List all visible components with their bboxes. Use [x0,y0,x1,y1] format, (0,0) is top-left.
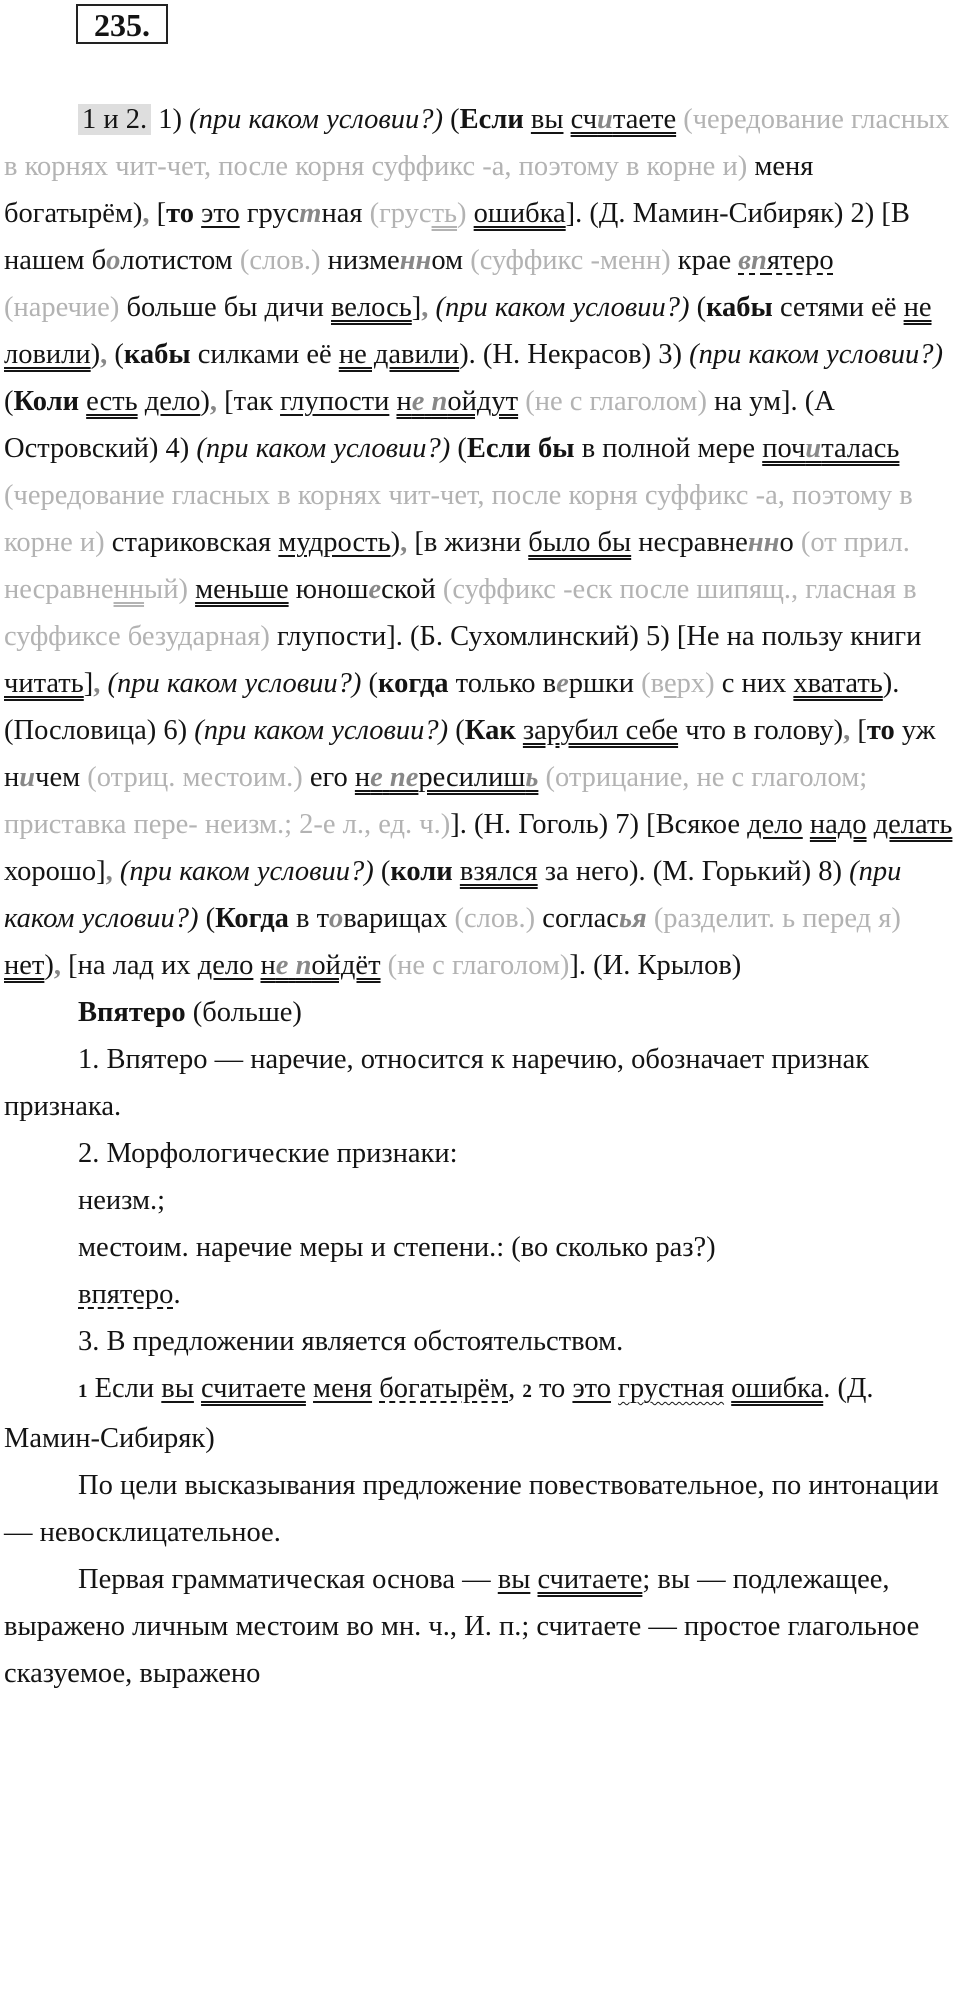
spelling-note: (отриц. местоим.) [87,762,303,793]
word-part: н [260,950,276,981]
word-part: ресилиш [418,762,526,793]
spelling-note: (слов.) [454,903,536,934]
conjunction: когда [378,668,449,699]
predicate: не ловили [4,292,932,370]
spelling-note [370,198,467,229]
question: (при каком условии?) [194,715,449,746]
text-run: в т [295,903,330,934]
text-run: [Не на пользу книги [676,621,922,652]
text-run: ; вы — подлежащее, выражено личным местоим во мн. ч., И. п.; считаете — простое глагольное сказуемое, выражено [4,1564,920,1689]
conjunction: Если [94,1373,155,1404]
marked-letter: и [19,762,36,793]
conjunction: то [538,1373,566,1404]
marked-letter: вп [738,245,767,276]
conjunction: то [866,715,895,746]
text-run: грус [246,198,300,229]
subject: дело [197,950,254,981]
object: богатырём [379,1373,509,1404]
text-run: [в жизни [414,527,522,558]
paren: ) [390,527,401,558]
predicate: было бы [528,527,632,558]
predicate: считаете [201,1373,306,1404]
marked-letter: е [370,762,383,793]
exercise-content [4,96,956,1697]
note-part: нн [113,574,145,605]
text-run: глупости]. (Б. Сухомлинский) [277,621,639,652]
subject: мудрость [278,527,391,558]
spelling-note: неизм.; 2-е л., ед. ч.) [204,809,451,840]
word-part: сч [570,104,598,135]
comma-mark: , [209,386,217,417]
sentence-number: 1) [158,104,183,135]
predicate: велось [331,292,412,323]
predicate: надо [809,809,867,840]
predicate: взялся [459,856,538,887]
sentence-number: 6) [163,715,188,746]
spelling-note: (суффикс -менн) [470,245,671,276]
text-run: [так [224,386,273,417]
spelling-note: (разделит. ь перед я) [653,903,901,934]
predicate: читать [4,668,84,699]
attribute: грустная [618,1373,725,1404]
subject: вы [530,104,564,135]
question: (при каком условии?) [119,856,374,887]
sentence-number: 7) [615,809,639,840]
text-run: силками её [197,339,332,370]
predicate [396,386,518,417]
analysis-point-1: 1. Впятеро — наречие, относится к наречию, обозначает признак признака. [4,1044,870,1122]
text-run: ]. (Н. Гоголь) [450,809,609,840]
sentence-number: 2) [850,198,875,229]
clause-marker: 2 [522,1381,532,1402]
marked-letter: п [295,950,312,981]
tasks-label: 1 и 2. [78,104,151,135]
text-run: ). (Н. Некрасов) [459,339,652,370]
predicate [355,762,539,793]
heading-word: Впятеро [78,997,186,1028]
word-part: ойдёт [311,950,381,981]
predicate [762,433,899,464]
exercise-text [4,96,956,989]
note-part: ть [431,198,458,229]
marked-letter: е [275,950,289,981]
analysis-feature: неизм.; [78,1185,166,1216]
conjunction: кабы [123,339,191,370]
paren: ) [44,950,54,981]
question: (при каком условии?) [4,856,902,934]
predicate: меньше [195,574,289,605]
marked-letter: о [329,903,344,934]
text-run: за него). (М. Горький) [544,856,812,887]
adverb-word [738,245,833,276]
word-part: ятеро [766,245,834,276]
comma-mark: , [100,339,108,370]
text-run: на ум]. (А Островский) [4,386,835,464]
analysis-example [4,1271,956,1318]
marked-letter: е [411,386,425,417]
parsed-sentence [4,1365,956,1462]
bracket: [ [857,715,867,746]
exercise-number: 235. [76,4,168,44]
text-run: [В нашем б [4,198,910,276]
text-run: что в голову) [685,715,844,746]
spelling-note: (чередование гласных в корнях чит-чет, после корня суффикс -а, поэтому в корне и) [4,480,913,558]
marked-letter: и [805,433,822,464]
sentence-number: 5) [645,621,670,652]
paren: ( [368,668,379,699]
note-part: (грус [369,198,432,229]
comma-mark: , [105,856,113,887]
predicate [571,104,677,135]
predicate [261,950,381,981]
paren: ( [696,292,707,323]
text-run: ]. (И. Крылов) [569,950,742,981]
text-run: низме [327,245,400,276]
marked-letter: нн [399,245,432,276]
subject: вы [161,1373,194,1404]
paren: ( [205,903,216,934]
question: (при каком условии?) [107,668,362,699]
subject: дело [144,386,201,417]
bracket: [ [156,198,167,229]
text-run: . [173,1279,181,1310]
description-paragraph: По цели высказывания предложение повествовательное, по интонации — невосклицательное. [4,1470,939,1548]
text-run: ). (Пословица) [4,668,900,746]
paren: ( [4,386,14,417]
grammar-basis-paragraph [4,1556,956,1697]
predicate: ошибка [731,1373,824,1404]
conjunction: коли [390,856,453,887]
text-run: сетями её [779,292,897,323]
sentence-number: 4) [165,433,190,464]
subject: это [572,1373,611,1404]
word-part: н [396,386,412,417]
text-run: юнош [295,574,369,605]
marked-letter: ья [618,903,647,934]
comma-mark: , [400,527,408,558]
predicate: считаете [537,1564,643,1595]
spelling-note: (слов.) [239,245,321,276]
text-run: ской [381,574,436,605]
marked-letter: нн [747,527,780,558]
sentence-number: 8) [818,856,842,887]
question: (при каком условии?) [189,104,444,135]
adverb-word: впятеро [78,1279,174,1310]
analysis-point-3: 3. В предложении является обстоятельством. [78,1326,624,1357]
text-run: Первая грамматическая основа — [78,1564,491,1595]
question: (при каком условии?) [196,433,451,464]
comma-mark: , [508,1373,516,1404]
text-run: лотистом [120,245,233,276]
text-run: только в [455,668,557,699]
text-run: соглас [542,903,619,934]
spelling-note: (суффикс -еск после шипящ., гласная в суффиксе безударная) [4,574,917,652]
text-run: [на лад их [68,950,191,981]
text-run: . (Д. Мамин-Сибиряк) [4,1373,874,1454]
conjunction: Если [459,104,524,135]
spelling-note [641,668,714,699]
spelling-note: (не с глаголом) [525,386,707,417]
predicate: делать [873,809,953,840]
sentence-number: 3) [658,339,682,370]
comma-mark: , [421,292,429,323]
question: (при каком условии?) [435,292,690,323]
text-run: больше бы дичи [126,292,324,323]
bracket: ] [83,668,94,699]
conjunction: Если бы [466,433,575,464]
paren: ( [380,856,391,887]
text-run: несравне [638,527,748,558]
text-run: стариковская [111,527,272,558]
analysis-point-2: 2. Морфологические признаки: [78,1138,458,1169]
paren: ) [90,339,101,370]
analysis-heading [4,989,956,1036]
marked-letter: о [106,245,121,276]
conjunction: Когда [215,903,289,934]
note-part: рх) [676,668,715,699]
predicate: не давили [338,339,460,370]
comma-mark: , [93,668,101,699]
bracket: ] [411,292,422,323]
text-run: его [309,762,348,793]
predicate: хватать [793,668,883,699]
word-part: талась [821,433,900,464]
conjunction: то [166,198,195,229]
text-run: [Всякое [646,809,740,840]
subject: дело [747,809,803,840]
text-run: хорошо] [4,856,106,887]
word-part: н [354,762,371,793]
paren: ( [457,433,467,464]
marked-letter: и [597,104,613,135]
text-run: ]. (Д. Мамин-Сибиряк) [565,198,844,229]
spelling-note: (чередование гласных в корнях чит-чет, после корня суффикс -а, поэтому в корне и) [4,104,950,182]
paren: ( [114,339,124,370]
text-run: уж н [4,715,936,793]
text-run: ом [431,245,464,276]
conjunction: Как [464,715,516,746]
text-run: с них [721,668,787,699]
word-part: поч [762,433,806,464]
spelling-note: (наречие) [4,292,120,323]
spelling-note: (отрицание, не с глаголом; приставка пере- [4,762,868,840]
comma-mark: , [53,950,61,981]
marked-letter: ь [525,762,539,793]
marked-letter: е [556,668,569,699]
text-run: в полной мере [581,433,756,464]
note-part: ) [457,198,467,229]
comma-mark: , [142,198,150,229]
paren: ( [455,715,465,746]
conjunction: кабы [706,292,773,323]
predicate: зарубил себе [522,715,679,746]
paren: ( [450,104,460,135]
note-part: (от прил. несравне [4,527,910,605]
note-part: е [663,668,677,699]
marked-letter: пе [389,762,419,793]
text-run: меня богатырём) [4,151,814,229]
text-run: варищах [343,903,448,934]
paren: ) [200,386,210,417]
word-part: ойдут [447,386,519,417]
predicate: ошибка [473,198,566,229]
object: меня [313,1373,373,1404]
note-part: ый) [144,574,188,605]
spelling-note: (не с глаголом) [387,950,570,981]
word-part: таете [612,104,677,135]
text-run: о [779,527,794,558]
subject: глупости [280,386,390,417]
analysis-feature: местоим. наречие меры и степени.: (во сколько раз?) [78,1232,716,1263]
predicate: есть [86,386,138,417]
marked-letter: т [299,198,322,229]
text-run: крае [677,245,732,276]
heading-rest: (больше) [192,997,302,1028]
text-run: ная [321,198,363,229]
predicate: нет [4,950,45,981]
clause-marker: 1 [78,1381,88,1402]
subject: вы [497,1564,531,1595]
text-run: ршки [568,668,635,699]
conjunction: Коли [13,386,80,417]
note-part: (в [641,668,664,699]
question: (при каком условии?) [689,339,943,370]
subject: это [201,198,240,229]
marked-letter: п [431,386,448,417]
marked-letter: е [368,574,382,605]
comma-mark: , [843,715,851,746]
text-run: чем [35,762,81,793]
